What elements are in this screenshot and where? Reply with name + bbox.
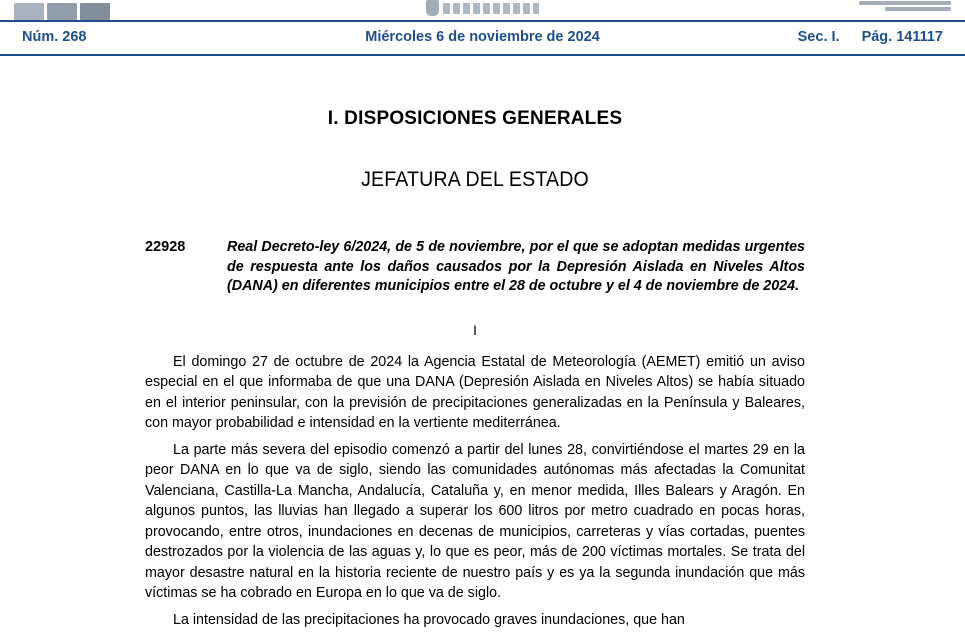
body-paragraph: La intensidad de las precipitaciones ha provocado graves inundaciones, que han: [173, 611, 685, 628]
masthead: [0, 0, 965, 20]
page-title: I. DISPOSICIONES GENERALES: [327, 108, 623, 129]
spain-government-crest-logo-icon: [418, 0, 548, 17]
logo-bar: [14, 3, 44, 20]
logo-bar: [80, 3, 110, 20]
wordmark-line: [885, 7, 951, 11]
entry-number: 22928: [145, 239, 186, 255]
body-paragraph: El domingo 27 de octubre de 2024 la Agencia Estatal de Meteorología (AEMET) emitió un aviso especial en el que informaba de que una DANA (Depresión Aislada en Niveles Altos) se había situado en el interior peninsular, con la previsión de precipitaciones generalizadas en la Península y Baleares, con mayor probabilidad e intensidad en la vertiente mediterránea.: [145, 353, 805, 431]
entry-block: [145, 238, 805, 297]
section-mark: I: [473, 322, 477, 338]
logo-bar: [47, 3, 77, 20]
crest-shape: [426, 0, 439, 16]
wordmark-line: [859, 1, 951, 5]
body-paragraph: La parte más severa del episodio comenzó a partir del lunes 28, convirtiéndose el martes 29 en la peor DANA en lo que va de siglo, siendo las comunidades autónomas más afectadas la Comunitat Valenciana, Castilla-La Mancha, Andalucía, Cataluña y, en menor medida, Illes Balears y Aragón. En algunos puntos, las lluvias han llegado a superar los 600 litros por metro cuadrado en pocas horas, provocando, entre otros, inundaciones en decenas de municipios, carreteras y vías cortadas, puentes destrozados por la violencia de las aguas y, lo que es peor, más de 200 víctimas mortales. Se trata del mayor desastre natural en la historia reciente de nuestro país y es ya la segunda inundación que más víctimas se ha cobrado en Europa en lo que va de siglo.: [145, 441, 805, 601]
boe-institutional-logo-icon: [14, 0, 122, 20]
issue-number: Núm. 268: [22, 29, 87, 45]
boe-wordmark-logo-icon: [859, 1, 951, 16]
wordmark-shape: [443, 3, 539, 14]
running-head: [0, 22, 965, 56]
issuer-heading: JEFATURA DEL ESTADO: [361, 168, 589, 191]
section-label: Sec. I.: [797, 29, 840, 45]
document-body: [0, 108, 965, 630]
issue-date: Miércoles 6 de noviembre de 2024: [365, 29, 600, 45]
section-and-page: [798, 29, 943, 45]
page-label: Pág. 141117: [861, 29, 943, 45]
entry-title: Real Decreto-ley 6/2024, de 5 de noviembre, por el que se adoptan medidas urgentes de respuesta ante los daños causados por la Depresión Aislada en Niveles Altos (DANA) en diferentes municipios entre el 28 de octubre y el 4 de noviembre de 2024.: [227, 239, 805, 294]
